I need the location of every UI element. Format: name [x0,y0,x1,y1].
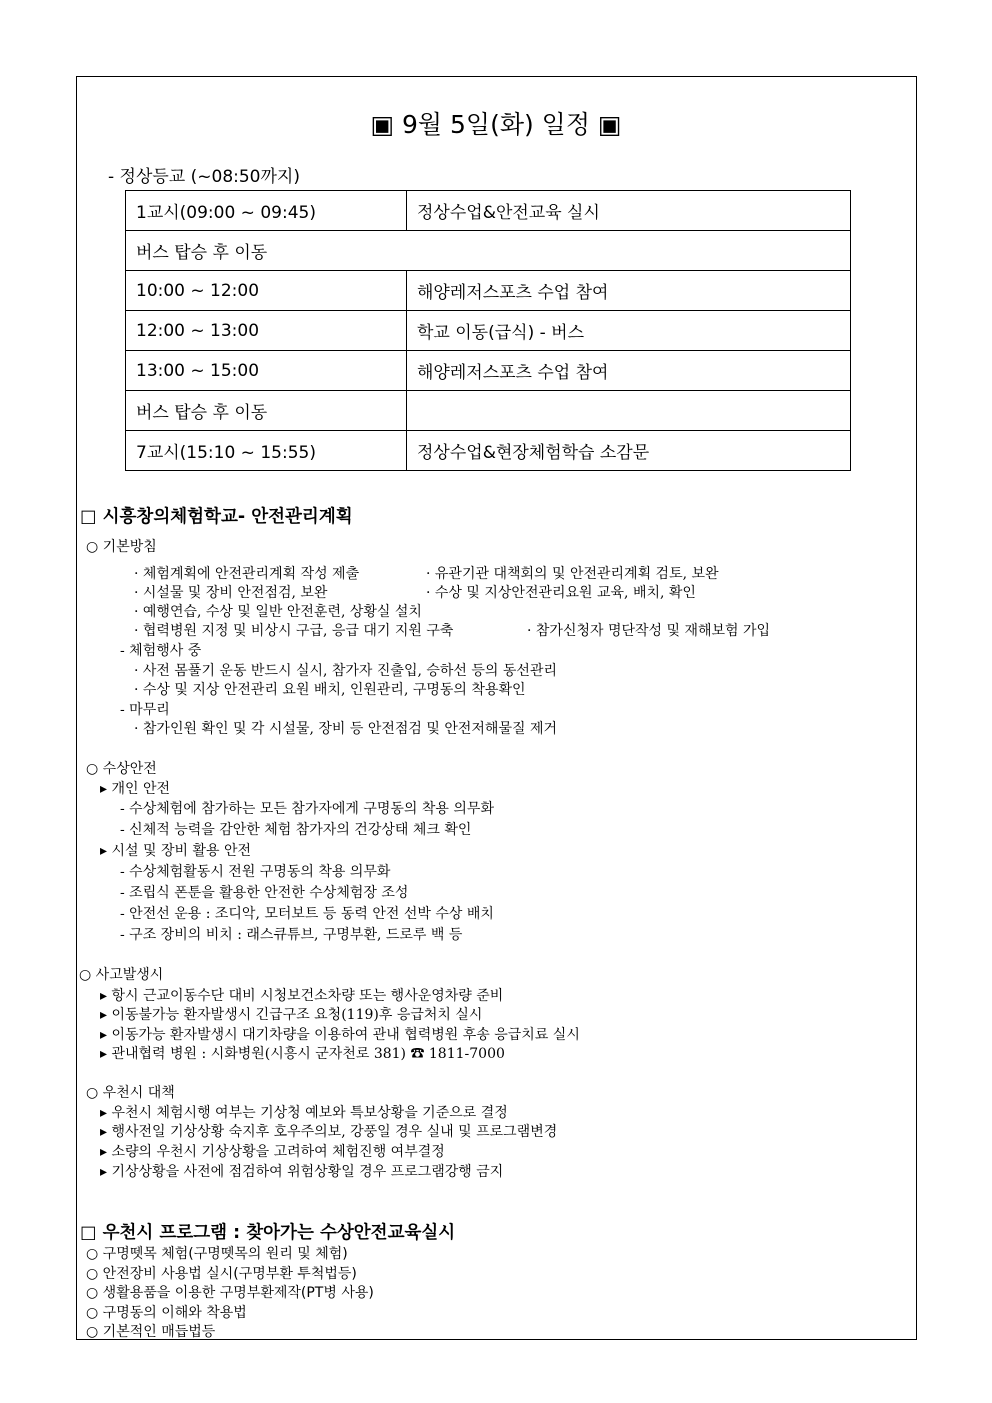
list-item: ▸ 개인 안전 [100,781,171,797]
list-item: - 체험행사 중 [120,643,202,659]
list-item: · 수상 및 지상 안전관리 요원 배치, 인원관리, 구명동의 착용확인 [134,682,526,698]
basic-policy-heading: ○ 기본방침 [86,539,157,555]
list-item: - 안전선 운용 : 조디악, 모터보트 등 동력 안전 선박 수상 배치 [120,906,494,922]
list-item: - 마무리 [120,702,170,718]
table-row [126,351,851,391]
activity-cell: 정상수업&현장체험학습 소감문 [407,431,851,471]
list-item: · 유관기관 대책회의 및 안전관리계획 검토, 보완 [426,566,719,582]
list-item: ○ 기본적인 매듭법등 [86,1324,216,1340]
list-item: · 예행연습, 수상 및 일반 안전훈련, 상황실 설치 [134,604,422,620]
time-cell: 1교시(09:00 ~ 09:45) [126,191,407,231]
activity-cell: 정상수업&안전교육 실시 [407,191,851,231]
water-safety-heading: ○ 수상안전 [86,761,157,777]
time-cell: 버스 탑승 후 이동 [126,391,407,431]
list-item: ▸ 기상상황을 사전에 점검하여 위험상황일 경우 프로그램강행 금지 [100,1164,504,1180]
list-item: · 협력병원 지정 및 비상시 구급, 응급 대기 지원 구축 [134,623,454,639]
table-row [126,191,851,231]
list-item: · 사전 몸풀기 운동 반드시 실시, 참가자 진출입, 승하선 등의 동선관리 [134,663,557,679]
list-item: ○ 구명뗏목 체험(구명뗏목의 원리 및 체험) [86,1246,348,1262]
list-item: · 수상 및 지상안전관리요원 교육, 배치, 확인 [426,585,696,601]
list-item: - 수상체험에 참가하는 모든 참가자에게 구명동의 착용 의무화 [120,801,494,817]
table-row [126,431,851,471]
table-row [126,391,851,431]
list-item: - 신체적 능력을 감안한 체험 참가자의 건강상태 체크 확인 [120,822,472,838]
table-row [126,311,851,351]
list-item: ○ 구명동의 이해와 착용법 [86,1305,247,1321]
time-cell: 10:00 ~ 12:00 [126,271,407,311]
list-item: · 시설물 및 장비 안전점검, 보완 [134,585,328,601]
activity-cell [407,391,851,431]
accident-heading: ○ 사고발생시 [79,967,164,983]
list-item: - 조립식 폰툰을 활용한 안전한 수상체험장 조성 [120,885,409,901]
list-item: ○ 생활용품을 이용한 구명부환제작(PT병 사용) [86,1285,374,1301]
list-item: · 참가인원 확인 및 각 시설물, 장비 등 안전점검 및 안전저해물질 제거 [134,721,557,737]
list-item: ▸ 우천시 체험시행 여부는 기상청 예보와 특보상황을 기준으로 결정 [100,1105,508,1121]
list-item: ▸ 이동가능 환자발생시 대기차량을 이용하여 관내 협력병원 후송 응급치료 실시 [100,1027,580,1043]
list-item: ▸ 이동불가능 환자발생시 긴급구조 요청(119)후 응급처치 실시 [100,1007,483,1023]
table-row [126,231,851,271]
list-item: ▸ 행사전일 기상상황 숙지후 호우주의보, 강풍일 경우 실내 및 프로그램변경 [100,1124,558,1140]
arrival-note: - 정상등교 (~08:50까지) [108,167,300,187]
list-item: ▸ 시설 및 장비 활용 안전 [100,843,251,859]
list-item: ○ 안전장비 사용법 실시(구명부환 투척법등) [86,1266,357,1282]
list-item: - 수상체험활동시 전원 구명동의 착용 의무화 [120,864,391,880]
list-item: - 구조 장비의 비치 : 래스큐튜브, 구명부환, 드로루 백 등 [120,927,463,943]
list-item: ▸ 관내협력 병원 : 시화병원(시흥시 군자천로 381) ☎ 1811-7000 [100,1046,505,1062]
list-item: · 참가신청자 명단작성 및 재해보험 가입 [527,623,771,639]
activity-cell: 해양레저스포츠 수업 참여 [407,351,851,391]
page-title: ▣ 9월 5일(화) 일정 ▣ [370,110,622,139]
activity-cell: 학교 이동(급식) - 버스 [407,311,851,351]
activity-cell: 해양레저스포츠 수업 참여 [407,271,851,311]
list-item: · 체험계획에 안전관리계획 작성 제출 [134,566,360,582]
schedule-table [125,190,851,471]
time-cell: 7교시(15:10 ~ 15:55) [126,431,407,471]
rain-program-heading: □ 우천시 프로그램 : 찾아가는 수상안전교육실시 [80,1223,456,1243]
time-cell: 버스 탑승 후 이동 [126,231,851,271]
time-cell: 13:00 ~ 15:00 [126,351,407,391]
safety-plan-heading: □ 시흥창의체험학교- 안전관리계획 [80,507,353,527]
time-cell: 12:00 ~ 13:00 [126,311,407,351]
rain-measures-heading: ○ 우천시 대책 [86,1085,175,1101]
list-item: ▸ 항시 근교이동수단 대비 시청보건소차량 또는 행사운영차량 준비 [100,988,504,1004]
table-row [126,271,851,311]
list-item: ▸ 소량의 우천시 기상상황을 고려하여 체험진행 여부결정 [100,1144,445,1160]
